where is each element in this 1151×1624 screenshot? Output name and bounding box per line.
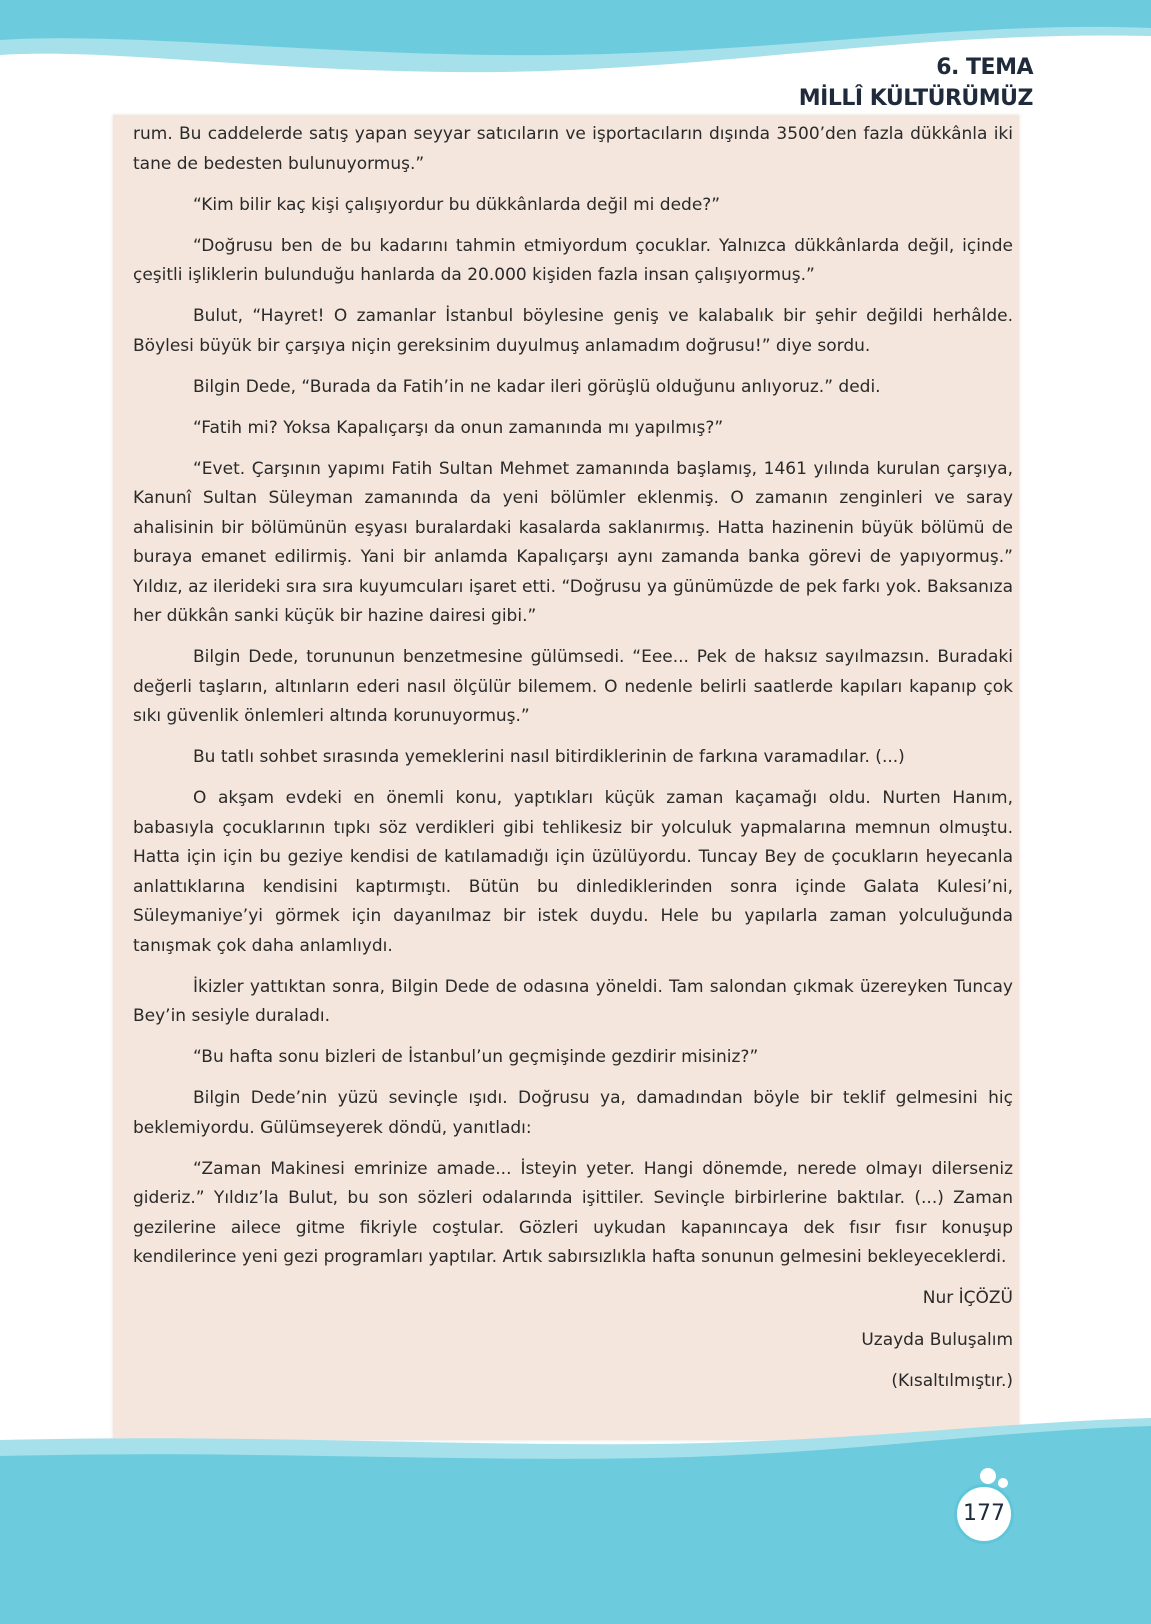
paragraph: Bu tatlı sohbet sırasında yemeklerini nasıl bitirdiklerinin de farkına varamadılar. (...) bbox=[193, 747, 905, 767]
paragraph: “Zaman Makinesi emrinize amade... İsteyin yeter. Hangi dönemde, nerede olmayı dilerseniz gideriz.” Yıldız’la Bulut, bu son sözleri odalarında işittiler. Sevinçle birbirlerine baktılar. (...) Zaman gezilerine ailece gitme fikriyle coştular. Gözleri uykudan kapanıncaya dek fısır fısır konuşup kendilerince yeni gezi programları yaptılar. Artık sabırsızlıkla hafta sonunun gelmesini bekleyeceklerdi. bbox=[133, 1158, 1013, 1267]
paragraph: “Fatih mi? Yoksa Kapalıçarşı da onun zamanında mı yapılmış?” bbox=[193, 417, 724, 438]
theme-header bbox=[799, 52, 1033, 114]
page-number: 177 bbox=[954, 1484, 1014, 1544]
paragraph: Bilgin Dede, torununun benzetmesine gülümsedi. “Eee... Pek de haksız sayılmazsın. Buradaki değerli taşların, altınların ederi nasıl ölçülür bilemem. O nedenle belirli saatlerde kapıları kapanıp çok sıkı güvenlik önlemleri altında korunuyormuş.” bbox=[133, 647, 1013, 726]
paragraph: İkizler yattıktan sonra, Bilgin Dede de odasına yöneldi. Tam salondan çıkmak üzereyken Tuncay Bey’in sesiyle duraladı. bbox=[133, 976, 1013, 1026]
theme-number: 6. TEMA bbox=[936, 55, 1033, 80]
paragraph: “Kim bilir kaç kişi çalışıyordur bu dükkânlarda değil mi dede?” bbox=[193, 194, 721, 215]
paragraph: Bulut, “Hayret! O zamanlar İstanbul böylesine geniş ve kalabalık bir şehir değildi herhâlde. Böylesi büyük bir çarşıya niçin gereksinim duyulmuş anlamadım doğrusu!” diye sordu. bbox=[133, 306, 1013, 356]
bubble-decoration bbox=[980, 1468, 996, 1484]
bubble-decoration bbox=[998, 1478, 1008, 1488]
source-title: Uzayda Buluşalım bbox=[861, 1329, 1013, 1350]
paragraph: rum. Bu caddelerde satış yapan seyyar satıcıların ve işportacıların dışında 3500’den fazla dükkânla iki tane de bedesten bulunuyormuş.” bbox=[133, 124, 1013, 174]
author-name: Nur İÇÖZÜ bbox=[922, 1288, 1013, 1308]
story-text bbox=[133, 120, 1013, 1409]
paragraph: “Doğrusu ben de bu kadarını tahmin etmiyordum çocuklar. Yalnızca dükkânlarda değil, içinde çeşitli işliklerin bulunduğu hanlarda da 20.000 kişiden fazla insan çalışıyormuş.” bbox=[133, 235, 1013, 285]
paragraph: Bilgin Dede’nin yüzü sevinçle ışıdı. Doğrusu ya, damadından böyle bir teklif gelmesini hiç beklemiyordu. Gülümseyerek döndü, yanıtladı: bbox=[133, 1088, 1013, 1138]
paragraph: “Evet. Çarşının yapımı Fatih Sultan Mehmet zamanında başlamış, 1461 yılında kurulan çarşıya, Kanunî Sultan Süleyman zamanında da yeni bölümler eklenmiş. O zamanın zenginleri ve saray ahalisinin bir bölümünün eşyası buralardaki kasalarda saklanırmış. Hatta hazinenin büyük bölümü de buraya emanet edilirmiş. Yani bir anlamda Kapalıçarşı aynı zamanda banka görevi de yapıyormuş.” Yıldız, az ilerideki sıra sıra kuyumcuları işaret etti. “Doğrusu ya günümüzde de pek farkı yok. Baksanıza her dükkân sanki küçük bir hazine dairesi gibi.” bbox=[133, 458, 1013, 626]
paragraph: O akşam evdeki en önemli konu, yaptıkları küçük zaman kaçamağı oldu. Nurten Hanım, babasıyla çocuklarının tıpkı söz verdikleri gibi tehlikesiz bir yolculuk yapmalarına memnun olmuştu. Hatta için için bu geziye kendisi de katılamadığı için üzülüyordu. Tuncay Bey de çocukların heyecanla anlattıklarına kendisini kaptırmıştı. Bütün bu dinlediklerinden sonra içinde Galata Kulesi’ni, Süleymaniye’yi görmek için dayanılmaz bir istek duydu. Hele bu yapılarla zaman yolculuğunda tanışmak çok daha anlamlıydı. bbox=[133, 788, 1013, 956]
paragraph: “Bu hafta sonu bizleri de İstanbul’un geçmişinde gezdirir misiniz?” bbox=[193, 1047, 759, 1067]
theme-title: MİLLÎ KÜLTÜRÜMÜZ bbox=[798, 86, 1033, 111]
abridged-note: (Kısaltılmıştır.) bbox=[891, 1371, 1013, 1391]
paragraph: Bilgin Dede, “Burada da Fatih’in ne kadar ileri görüşlü olduğunu anlıyoruz.” dedi. bbox=[193, 376, 881, 397]
